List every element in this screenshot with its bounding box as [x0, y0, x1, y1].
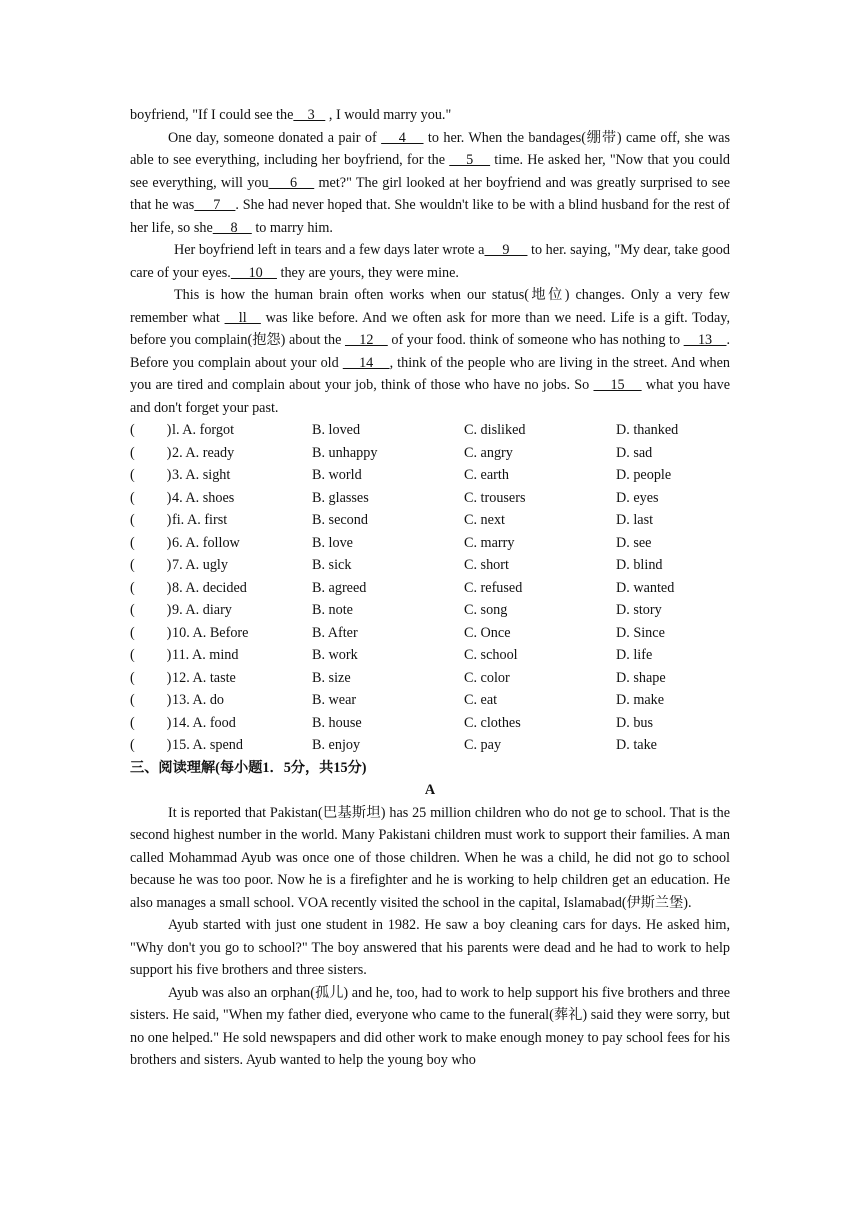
option-c: C. school [464, 647, 518, 663]
option-a: 7. A. ugly [172, 557, 228, 573]
blank-15[interactable]: 15 [593, 377, 642, 393]
blank-14[interactable]: 14 [342, 354, 390, 371]
option-b: B. After [312, 624, 358, 641]
paragraph-4 [130, 284, 730, 419]
option-d: D. take [616, 737, 657, 753]
option-d: D. bus [616, 714, 654, 731]
option-b: B. sick [312, 557, 352, 573]
option-b: B. note [312, 602, 353, 618]
option-c: C. pay [464, 737, 502, 753]
option-d: D. last [616, 512, 654, 528]
passage-paragraph: Ayub was also an orphan(孤儿) and he, too, had to work to help support his five brothers and three sisters. He said, "When my father died, everyone who came to the funeral(葬礼) said they were sorry, but no one helped." He sold newspapers and did other work to make enough money to pay school fees for his brothers and sisters. Ayub wanted to help the young boy who [130, 984, 730, 1068]
blank-13[interactable]: 13 [683, 332, 727, 348]
paragraph-2 [130, 127, 730, 240]
text: Her boyfriend left in tears and a few days later wrote a [174, 242, 485, 258]
option-b: B. size [312, 669, 351, 686]
blank-10[interactable]: 10 [230, 264, 277, 281]
options-list [130, 419, 730, 757]
section-heading: 三、阅读理解(每小题1．5分，共15分) [130, 759, 367, 776]
option-a: 9. A. diary [172, 602, 232, 618]
option-a: 13. A. do [172, 692, 225, 708]
answer-paren[interactable]: ( ) [130, 512, 172, 528]
option-c: C. color [464, 669, 510, 686]
option-c: C. angry [464, 444, 513, 461]
option-a: 8. A. decided [172, 579, 247, 596]
option-a: fi. A. first [172, 512, 228, 528]
text: . Before you complain about your old [130, 332, 731, 371]
blank-4[interactable]: 4 [381, 129, 424, 146]
option-b: B. love [312, 534, 353, 551]
option-c: C. refused [464, 579, 523, 596]
text: time. He asked her, "Now that you could see everything, will you [130, 152, 730, 191]
option-d: D. Since [616, 624, 665, 641]
option-b: B. enjoy [312, 737, 361, 753]
option-row [130, 419, 730, 442]
blank-8[interactable]: 8 [212, 219, 252, 236]
option-a: 12. A. taste [172, 669, 236, 686]
option-a: l. A. forgot [172, 422, 235, 438]
option-d: D. thanked [616, 422, 679, 438]
option-row [130, 532, 730, 555]
option-a: 10. A. Before [172, 624, 249, 641]
option-c: C. Once [464, 624, 511, 641]
option-b: B. unhappy [312, 444, 378, 461]
option-b: B. wear [312, 692, 357, 708]
option-row [130, 712, 730, 735]
option-b: B. loved [312, 422, 361, 438]
option-b: B. house [312, 714, 362, 731]
option-c: C. disliked [464, 422, 526, 438]
option-a: 3. A. sight [172, 467, 231, 483]
option-c: C. eat [464, 692, 498, 708]
answer-paren[interactable]: ( ) [130, 647, 172, 663]
blank-11[interactable]: ll [224, 309, 261, 326]
blank-9[interactable]: 9 [484, 242, 528, 258]
answer-paren[interactable]: ( ) [130, 444, 172, 461]
blank-3[interactable]: 3 [293, 107, 326, 123]
blank-7[interactable]: 7 [194, 197, 236, 213]
option-d: D. blind [616, 557, 663, 573]
answer-paren[interactable]: ( ) [130, 579, 172, 596]
text: , I would marry you." [325, 107, 452, 123]
option-row [130, 464, 730, 487]
text: , think of the people who are living in the street. And when you are tired and complain about your job, think of those who have no jobs. So [130, 354, 730, 393]
option-a: 4. A. shoes [172, 489, 235, 506]
answer-paren[interactable]: ( ) [130, 489, 172, 506]
option-row [130, 622, 730, 645]
option-a: 11. A. mind [172, 647, 239, 663]
option-c: C. short [464, 557, 509, 573]
answer-paren[interactable]: ( ) [130, 669, 172, 686]
answer-paren[interactable]: ( ) [130, 714, 172, 731]
option-d: D. wanted [616, 579, 675, 596]
text: . She had never hoped that. She wouldn't like to be with a blind husband for the rest of her life, so she [130, 197, 730, 236]
option-c: C. clothes [464, 714, 521, 731]
option-d: D. eyes [616, 489, 659, 506]
text: to marry him. [251, 219, 333, 236]
paragraph-1 [130, 104, 730, 127]
passage-paragraph: Ayub started with just one student in 1982. He saw a boy cleaning cars for days. He asked him, "Why don't you go to school?" The boy answered that his parents were dead and he had to work to help support his five brothers and three sisters. [130, 917, 730, 978]
option-row [130, 644, 730, 667]
answer-paren[interactable]: ( ) [130, 534, 172, 551]
blank-12[interactable]: 12 [344, 332, 388, 348]
option-a: 15. A. spend [172, 737, 243, 753]
paragraph-3 [130, 239, 730, 284]
text: One day, someone donated a pair of [168, 129, 382, 146]
option-row [130, 599, 730, 622]
option-row [130, 487, 730, 510]
option-b: B. glasses [312, 489, 369, 506]
option-row [130, 442, 730, 465]
answer-paren[interactable]: ( ) [130, 602, 172, 618]
option-c: C. trousers [464, 489, 526, 506]
text: This is how the human brain often works when our status(地位) changes. Only a very few remember what [130, 287, 730, 326]
option-row [130, 577, 730, 600]
option-d: D. story [616, 602, 662, 618]
text: they are yours, they were mine. [276, 264, 459, 281]
answer-paren[interactable]: ( ) [130, 692, 172, 708]
option-b: B. second [312, 512, 368, 528]
option-row [130, 667, 730, 690]
option-row [130, 554, 730, 577]
option-row [130, 689, 730, 712]
answer-paren[interactable]: ( ) [130, 624, 172, 641]
answer-paren[interactable]: ( ) [130, 557, 172, 573]
text: boyfriend, "If I could see the [130, 107, 294, 123]
option-d: D. shape [616, 669, 666, 686]
option-c: C. marry [464, 534, 515, 551]
option-d: D. people [616, 467, 672, 483]
option-b: B. world [312, 467, 362, 483]
option-c: C. next [464, 512, 505, 528]
answer-paren[interactable]: ( ) [130, 422, 172, 438]
option-c: C. song [464, 602, 508, 618]
option-a: 2. A. ready [172, 444, 235, 461]
option-row [130, 509, 730, 532]
passage-title: A [424, 782, 436, 798]
text: met?" The girl looked at her boyfriend and was greatly surprised to see that he was [130, 174, 731, 213]
text: what you have and don't forget your past. [130, 377, 730, 416]
text: to her. saying, "My dear, take good care of your eyes. [130, 242, 730, 281]
blank-5[interactable]: 5 [449, 152, 491, 168]
option-d: D. sad [616, 444, 653, 461]
option-b: B. work [312, 647, 358, 663]
passage-paragraph: It is reported that Pakistan(巴基斯坦) has 25 million children who do not ge to school. That is the second highest number in the world. Many Pakistani children must work to support their families. A man called Mohammad Ayub was once one of those children. When he was a child, he did not go to school because he was too poor. Now he is a firefighter and he is working to help children get an education. He also manages a small school. VOA recently visited the school in the capital, Islamabad(伊斯兰堡). [130, 804, 730, 911]
option-d: D. make [616, 692, 665, 708]
option-c: C. earth [464, 467, 509, 483]
answer-paren[interactable]: ( ) [130, 467, 172, 483]
option-a: 14. A. food [172, 714, 236, 731]
blank-6[interactable]: 6 [268, 174, 315, 191]
option-d: D. see [616, 534, 652, 551]
option-row [130, 734, 730, 757]
answer-paren[interactable]: ( ) [130, 737, 172, 753]
document-page [130, 104, 730, 1072]
text: of your food. think of someone who has nothing to [387, 332, 684, 348]
text: to her. When the bandages(绷带) came off, she was able to see everything, including her boyfriend, for the [130, 129, 731, 168]
option-d: D. life [616, 647, 653, 663]
option-b: B. agreed [312, 579, 367, 596]
option-a: 6. A. follow [172, 534, 240, 551]
text: was like before. And we often ask for more than we need. Life is a gift. Today, before you complain(抱怨) about the [130, 309, 731, 348]
